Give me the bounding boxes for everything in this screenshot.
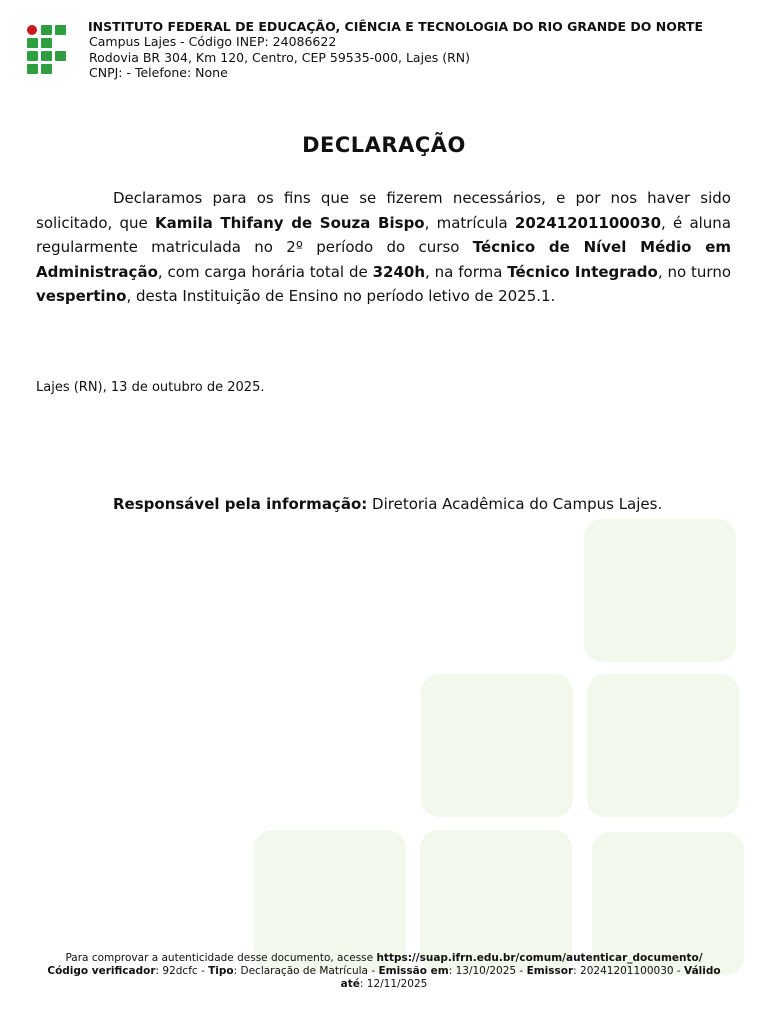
logo-square [41,25,52,35]
registration-number: 20241201100030 [514,213,662,232]
responsible-line [113,495,662,513]
logo-square [41,51,52,61]
page-title: DECLARAÇÃO [302,133,466,157]
date-line: Lajes (RN), 13 de outubro de 2025. [36,380,265,395]
logo-circle [27,25,37,35]
institution-logo [27,25,69,75]
watermark-square [584,519,736,662]
course-hours: 3240h [372,262,426,281]
metadata-line [38,965,730,991]
emission-label: Emissão em [378,965,449,977]
logo-square [41,38,52,48]
code-value: : 92dcfc - [155,965,209,977]
declaration-text: , matrícula [424,213,515,232]
declaration-text: , na forma [425,262,508,281]
course-shift: vespertino [36,287,127,306]
declaration-paragraph [36,186,731,309]
declaration-text: , é aluna regularmente matriculada no 2º período do curso [36,213,732,257]
issuer-label: Emissor [526,965,574,977]
declaration-text: , com carga horária total de [157,262,373,281]
contact-line: CNPJ: - Telefone: None [89,65,228,80]
issuer-value: : 20241201100030 - [573,965,685,977]
responsible-label: Responsável pela informação: [113,495,368,513]
responsible-value: Diretoria Acadêmica do Campus Lajes. [367,495,663,513]
logo-square [41,64,52,74]
institution-name: INSTITUTO FEDERAL DE EDUCAÇÃO, CIÊNCIA E TECNOLOGIA DO RIO GRANDE DO NORTE [88,19,704,34]
verify-text: Para comprovar a autenticidade desse documento, acesse [65,952,377,964]
type-label: Tipo [208,965,234,977]
course-name: Técnico de Nível Médio em Administração [36,238,732,281]
watermark-square [587,674,739,817]
logo-square [55,25,66,35]
valid-label: Válido até [340,965,721,990]
course-form: Técnico Integrado [507,262,658,281]
code-label: Código verificador [47,965,156,977]
document-header [89,19,749,81]
valid-value: : 12/11/2025 [359,978,428,990]
verify-url[interactable]: https://suap.ifrn.edu.br/comum/autenticar_documento/ [376,952,703,964]
logo-square [55,51,66,61]
student-name: Kamila Thifany de Souza Bispo [154,213,425,232]
campus-line: Campus Lajes - Código INEP: 24086622 [89,34,337,49]
watermark-square [421,674,573,817]
logo-square [27,64,38,74]
logo-square [27,51,38,61]
type-value: : Declaração de Matrícula - [233,965,379,977]
declaration-text: , desta Instituição de Ensino no período letivo de 2025.1. [126,287,556,306]
declaration-text: Declaramos para os fins que se fizerem necessários, e por nos haver sido solicitado, que [36,189,731,232]
address-line: Rodovia BR 304, Km 120, Centro, CEP 59535-000, Lajes (RN) [89,49,471,65]
declaration-text: , no turno [657,262,732,281]
logo-square [27,38,38,48]
authentication-footer [38,952,730,991]
verify-line [38,952,730,965]
emission-value: : 13/10/2025 - [448,965,527,977]
